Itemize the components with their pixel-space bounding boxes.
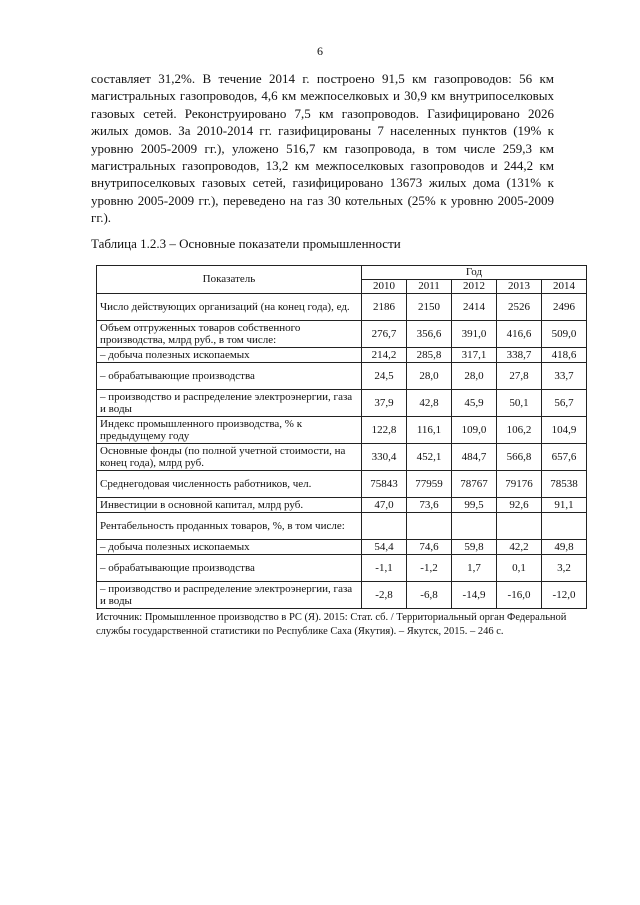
row-value: 56,7 [542, 390, 587, 417]
table-caption: Таблица 1.2.3 – Основные показатели промышленности [91, 236, 401, 251]
row-value: 2414 [452, 294, 497, 321]
row-value: 214,2 [362, 348, 407, 363]
row-value: 54,4 [362, 540, 407, 555]
row-value: 99,5 [452, 498, 497, 513]
row-value: 657,6 [542, 444, 587, 471]
row-value: 92,6 [497, 498, 542, 513]
row-value: 77959 [407, 471, 452, 498]
row-label: Индекс промышленного производства, % к предыдущему году [97, 417, 362, 444]
row-value: 74,6 [407, 540, 452, 555]
year-group-header: Год [362, 266, 587, 280]
row-value [407, 513, 452, 540]
row-label: Объем отгруженных товаров собственного производства, млрд руб., в том числе: [97, 321, 362, 348]
row-value: 122,8 [362, 417, 407, 444]
row-value: 317,1 [452, 348, 497, 363]
row-value: 1,7 [452, 555, 497, 582]
row-value: 28,0 [452, 363, 497, 390]
row-value: -2,8 [362, 582, 407, 609]
row-value: 330,4 [362, 444, 407, 471]
table-row [97, 363, 587, 390]
row-value: -16,0 [497, 582, 542, 609]
row-value: 50,1 [497, 390, 542, 417]
row-value [362, 513, 407, 540]
row-value: 391,0 [452, 321, 497, 348]
table-row [97, 417, 587, 444]
table-row [97, 294, 587, 321]
row-value: 47,0 [362, 498, 407, 513]
row-value: -14,9 [452, 582, 497, 609]
row-label: Основные фонды (по полной учетной стоимости, на конец года), млрд руб. [97, 444, 362, 471]
year-header: 2013 [497, 280, 542, 294]
table-row [97, 390, 587, 417]
row-value: 356,6 [407, 321, 452, 348]
year-header: 2012 [452, 280, 497, 294]
row-value: 24,5 [362, 363, 407, 390]
row-label: Инвестиции в основной капитал, млрд руб. [97, 498, 362, 513]
row-value: 566,8 [497, 444, 542, 471]
row-value: 484,7 [452, 444, 497, 471]
row-value [497, 513, 542, 540]
table-row [97, 582, 587, 609]
row-value: 509,0 [542, 321, 587, 348]
row-value: -6,8 [407, 582, 452, 609]
row-value: 42,8 [407, 390, 452, 417]
row-value: 0,1 [497, 555, 542, 582]
table-row [97, 513, 587, 540]
row-value: 418,6 [542, 348, 587, 363]
table-row [97, 471, 587, 498]
row-value: 79176 [497, 471, 542, 498]
row-value: 2186 [362, 294, 407, 321]
row-value: 116,1 [407, 417, 452, 444]
row-value: 42,2 [497, 540, 542, 555]
row-label: Среднегодовая численность работников, чел. [97, 471, 362, 498]
row-label: – добыча полезных ископаемых [97, 540, 362, 555]
body-paragraph: составляет 31,2%. В течение 2014 г. построено 91,5 км газопроводов: 56 км магистральных газопроводов, 4,6 км межпоселковых и 30,9 км внутрипоселковых газовых сетей. Реконструировано 7,5 км газопроводов. Газифицировано 2026 жилых домов. За 2010-2014 гг. газифицированы 7 населенных пунктов (19% к уровню 2005-2009 гг.), уложено 516,7 км газопровода, в том числе 259,3 км магистральных газопроводов, 13,2 км межпоселковых газопроводов и 244,2 км внутрипоселковых газовых сетей, газифицировано 13673 жилых дома (131% к уровню 2005-2009 гг.), переведено на газ 30 котельных (25% к уровню 2005-2009 гг.). [91, 71, 554, 226]
row-value: -1,2 [407, 555, 452, 582]
row-label: – обрабатывающие производства [97, 555, 362, 582]
row-label: – производство и распределение электроэнергии, газа и воды [97, 582, 362, 609]
row-value: 338,7 [497, 348, 542, 363]
row-label: Рентабельность проданных товаров, %, в том числе: [97, 513, 362, 540]
row-value: 416,6 [497, 321, 542, 348]
table-row [97, 498, 587, 513]
row-value: 27,8 [497, 363, 542, 390]
row-value: 91,1 [542, 498, 587, 513]
row-value: 104,9 [542, 417, 587, 444]
industry-indicators-table [96, 265, 587, 609]
row-value: 285,8 [407, 348, 452, 363]
row-label: – добыча полезных ископаемых [97, 348, 362, 363]
row-value: 106,2 [497, 417, 542, 444]
source-note: Источник: Промышленное производство в РС (Я). 2015: Стат. сб. / Территориальный орган Федеральной службы государственной статистики по Республике Саха (Якутия). – Якутск, 2015. – 246 с. [96, 612, 567, 637]
year-header: 2014 [542, 280, 587, 294]
row-value: 33,7 [542, 363, 587, 390]
table-row [97, 540, 587, 555]
row-value: 73,6 [407, 498, 452, 513]
row-value: 3,2 [542, 555, 587, 582]
row-label: Число действующих организаций (на конец года), ед. [97, 294, 362, 321]
row-label: – производство и распределение электроэнергии, газа и воды [97, 390, 362, 417]
year-header: 2010 [362, 280, 407, 294]
row-value: 78767 [452, 471, 497, 498]
row-value: 45,9 [452, 390, 497, 417]
row-value: 109,0 [452, 417, 497, 444]
row-value: -1,1 [362, 555, 407, 582]
table-row [97, 348, 587, 363]
row-value: 59,8 [452, 540, 497, 555]
row-label: – обрабатывающие производства [97, 363, 362, 390]
year-header: 2011 [407, 280, 452, 294]
row-value: 2150 [407, 294, 452, 321]
table-row [97, 555, 587, 582]
row-value: 28,0 [407, 363, 452, 390]
row-value: 75843 [362, 471, 407, 498]
row-value [452, 513, 497, 540]
row-value: 452,1 [407, 444, 452, 471]
page-number: 6 [317, 44, 323, 58]
row-value: 37,9 [362, 390, 407, 417]
table-row [97, 321, 587, 348]
row-value: 276,7 [362, 321, 407, 348]
row-value: 49,8 [542, 540, 587, 555]
row-value: 2526 [497, 294, 542, 321]
row-value [542, 513, 587, 540]
row-value: 78538 [542, 471, 587, 498]
row-value: -12,0 [542, 582, 587, 609]
row-value: 2496 [542, 294, 587, 321]
indicator-column-header: Показатель [97, 266, 362, 294]
table-row [97, 444, 587, 471]
